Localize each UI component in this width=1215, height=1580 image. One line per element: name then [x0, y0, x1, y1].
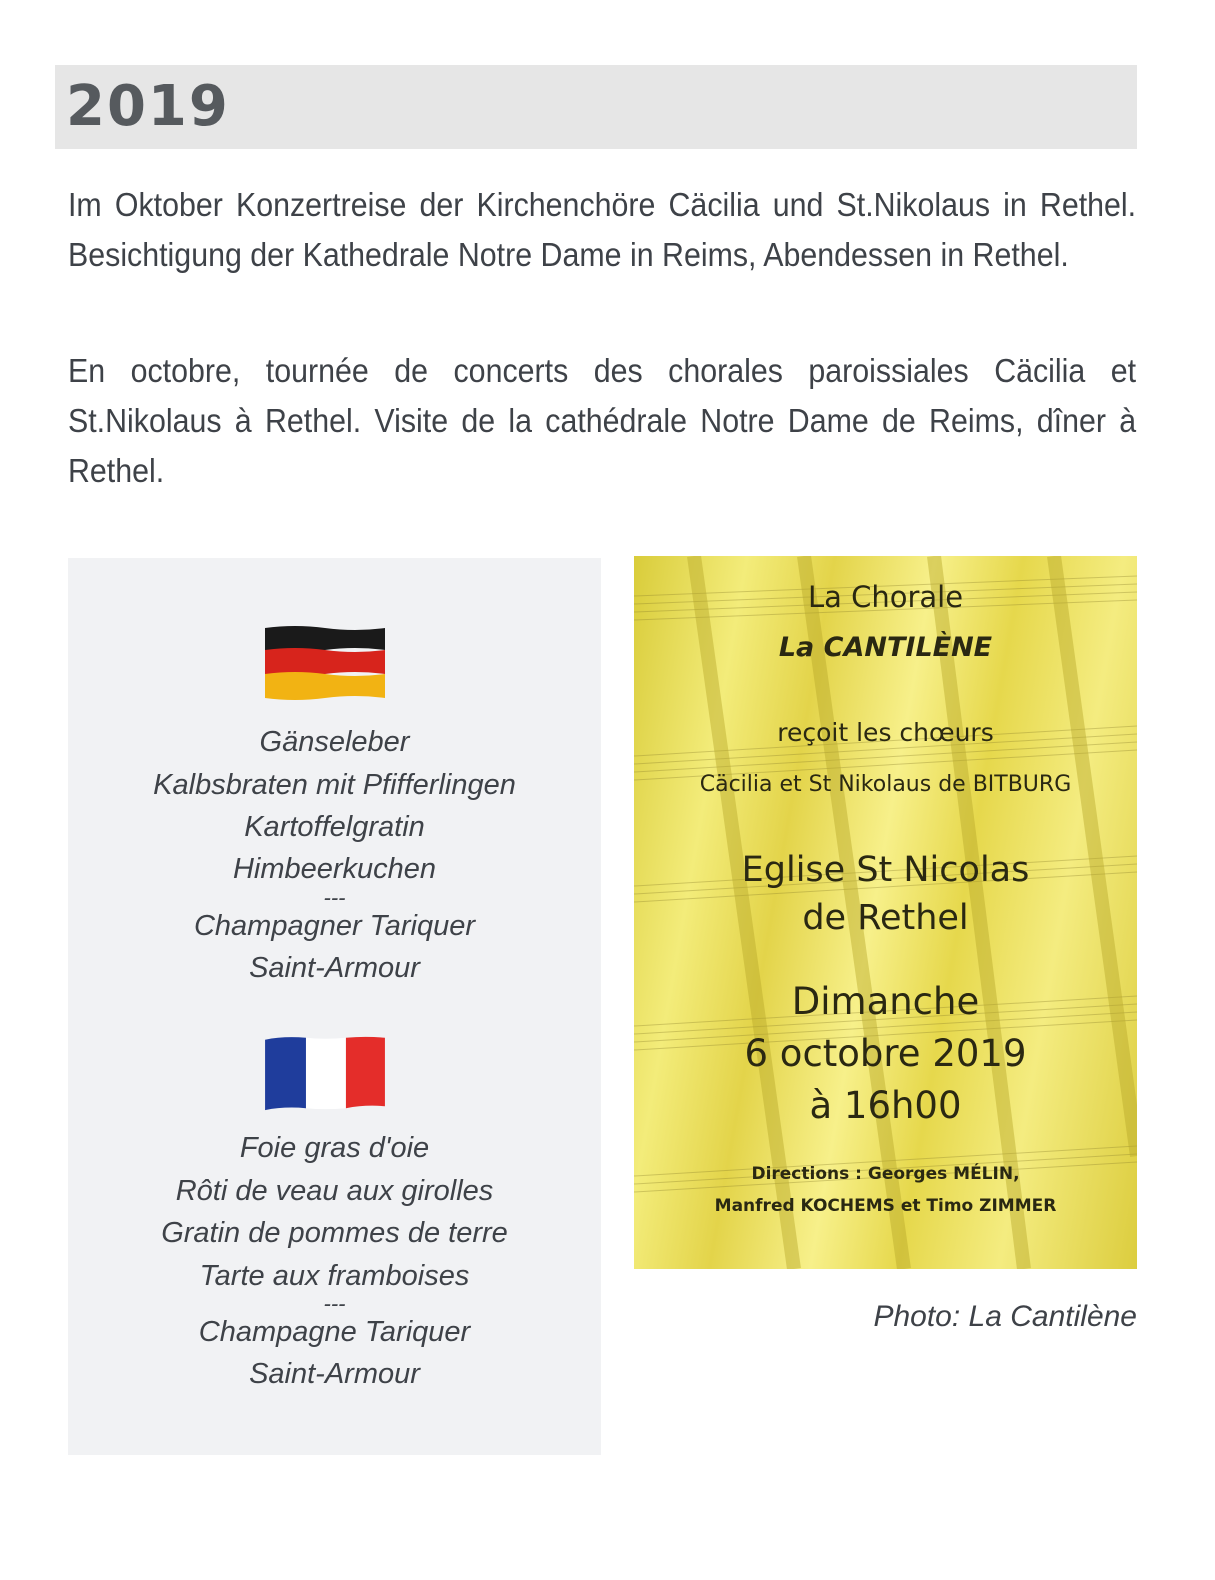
poster-venue: Eglise St Nicolas: [741, 850, 1030, 890]
year-heading: 2019: [66, 74, 230, 139]
poster-date: Dimanche: [791, 980, 980, 1023]
menu-item: Kalbsbraten mit Pfifferlingen: [153, 769, 516, 801]
menu-separator: ---: [323, 885, 346, 910]
menu-item: Foie gras d'oie: [239, 1132, 430, 1164]
paragraph-french: En octobre, tournée de concerts des chorales paroissiales Cäcilia et St.Nikolaus à Rethel. Visite de la cathédrale Notre Dame de Reims, dîner à Rethel.: [68, 352, 1137, 489]
menu-panel: [68, 558, 601, 1455]
menu-item: Champagne Tariquer: [198, 1316, 471, 1348]
poster-date: 6 octobre 2019: [744, 1032, 1027, 1075]
germany-flag-icon: [260, 624, 390, 702]
menu-item: Saint-Armour: [249, 1358, 420, 1390]
poster-directors: Directions : Georges MÉLIN,: [751, 1164, 1020, 1184]
menu-item: Champagner Tariquer: [193, 910, 476, 942]
menu-item: Himbeerkuchen: [232, 853, 437, 885]
menu-item: Tarte aux framboises: [199, 1260, 470, 1292]
poster-time: à 16h00: [809, 1084, 962, 1127]
france-flag-icon: [260, 1034, 390, 1112]
poster-directors: Manfred KOCHEMS et Timo ZIMMER: [714, 1196, 1057, 1216]
poster-line: Cäcilia et St Nikolaus de BITBURG: [699, 772, 1072, 797]
poster-line: reçoit les chœurs: [777, 718, 994, 747]
poster-line: La Chorale: [807, 580, 964, 614]
menu-item: Gänseleber: [259, 726, 410, 758]
menu-item: Kartoffelgratin: [244, 811, 425, 843]
poster-choir-name: La CANTILÈNE: [778, 632, 993, 663]
menu-separator: ---: [323, 1291, 346, 1316]
menu-item: Gratin de pommes de terre: [161, 1217, 508, 1249]
menu-item: Saint-Armour: [249, 952, 420, 984]
concert-poster: [634, 556, 1137, 1269]
photo-caption: Photo: La Cantilène: [873, 1300, 1137, 1333]
poster-venue: de Rethel: [802, 898, 969, 938]
menu-item: Rôti de veau aux girolles: [175, 1175, 494, 1207]
paragraph-german: Im Oktober Konzertreise der Kirchenchöre Cäcilia und St.Nikolaus in Rethel. Besichtigung der Kathedrale Notre Dame in Reims, Abendessen in Rethel.: [68, 186, 1137, 273]
